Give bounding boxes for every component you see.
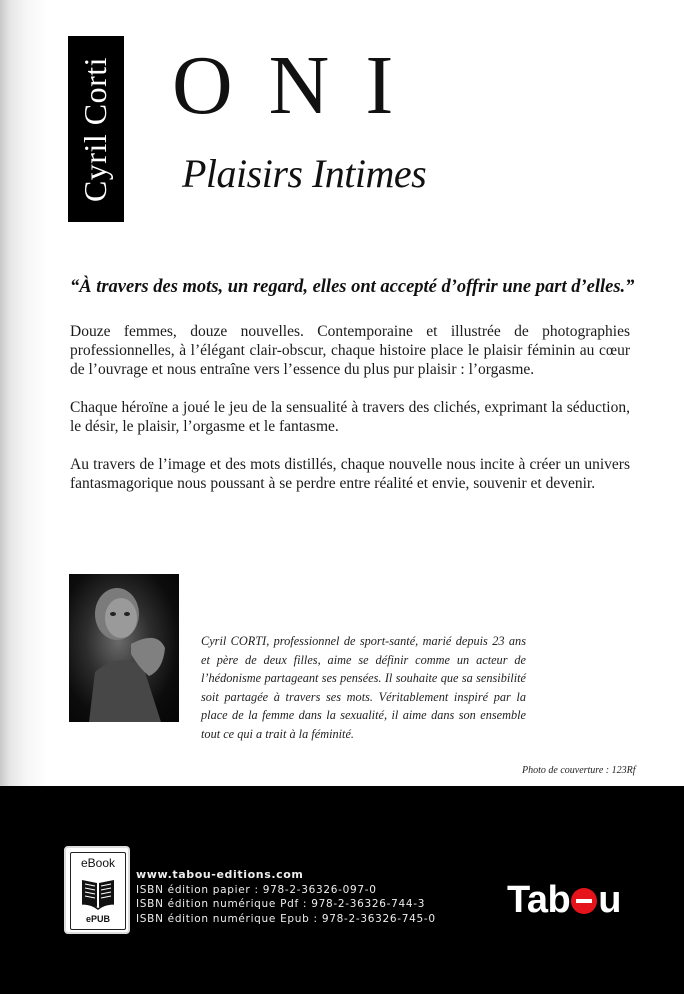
ebook-badge bbox=[64, 846, 130, 934]
author-portrait-image bbox=[69, 574, 179, 722]
publisher-logo: Tab u bbox=[507, 879, 621, 921]
blurb-body bbox=[70, 322, 630, 512]
blurb-paragraph: Chaque héroïne a joué le jeu de la sensualité à travers des clichés, exprimant la séduction, le désir, le plaisir, l’orgasme et le fantasme. bbox=[70, 399, 630, 435]
blurb-paragraph: Au travers de l’image et des mots distillés, chaque nouvelle nous incite à créer un univers fantasmagorique nous poussant à se perdre entre réalité et envie, souvenir et devenir. bbox=[70, 456, 630, 492]
author-band bbox=[68, 36, 124, 222]
isbn-line: ISBN édition papier : 978-2-36326-097-0 bbox=[136, 883, 377, 896]
book-title: ONI bbox=[172, 39, 430, 132]
blurb-quote: “À travers des mots, un regard, elles ont accepté d’offrir une part d’elles.” bbox=[70, 277, 635, 297]
author-name: Cyril Corti bbox=[77, 56, 114, 202]
blurb-paragraph: Douze femmes, douze nouvelles. Contemporaine et illustrée de photographies professionnelles, à l’élégant clair-obscur, chaque histoire place le plaisir féminin au cœur de l’ouvrage et nous entraîne vers l’essence du plus pur plaisir : l’orgasme. bbox=[70, 323, 630, 378]
epub-label: ePUB bbox=[85, 914, 110, 924]
photo-credit: Photo de couverture : 123Rf bbox=[522, 765, 636, 776]
publisher-website[interactable]: www.tabou-editions.com bbox=[136, 868, 304, 881]
author-photo bbox=[69, 574, 179, 722]
book-subtitle: Plaisirs Intimes bbox=[182, 151, 427, 196]
publisher-info bbox=[136, 868, 436, 926]
logo-o-icon bbox=[571, 888, 597, 914]
ebook-label: eBook bbox=[80, 856, 116, 870]
isbn-line: ISBN édition numérique Pdf : 978-2-36326-744-3 bbox=[136, 898, 426, 910]
isbn-line: ISBN édition numérique Epub : 978-2-36326-745-0 bbox=[136, 912, 436, 925]
author-bio: Cyril CORTI, professionnel de sport-santé, marié depuis 23 ans et père de deux filles, aime se définir comme un acteur de l’hédonisme partageant ses pensées. Il souhaite que sa sensibilité soit partagée à travers ses mots. Véritablement inspiré par la place de la femme dans la sexualité, il aime dans son ensemble tout ce qui a trait à la féminité. bbox=[201, 634, 526, 741]
open-book-icon bbox=[79, 873, 117, 911]
